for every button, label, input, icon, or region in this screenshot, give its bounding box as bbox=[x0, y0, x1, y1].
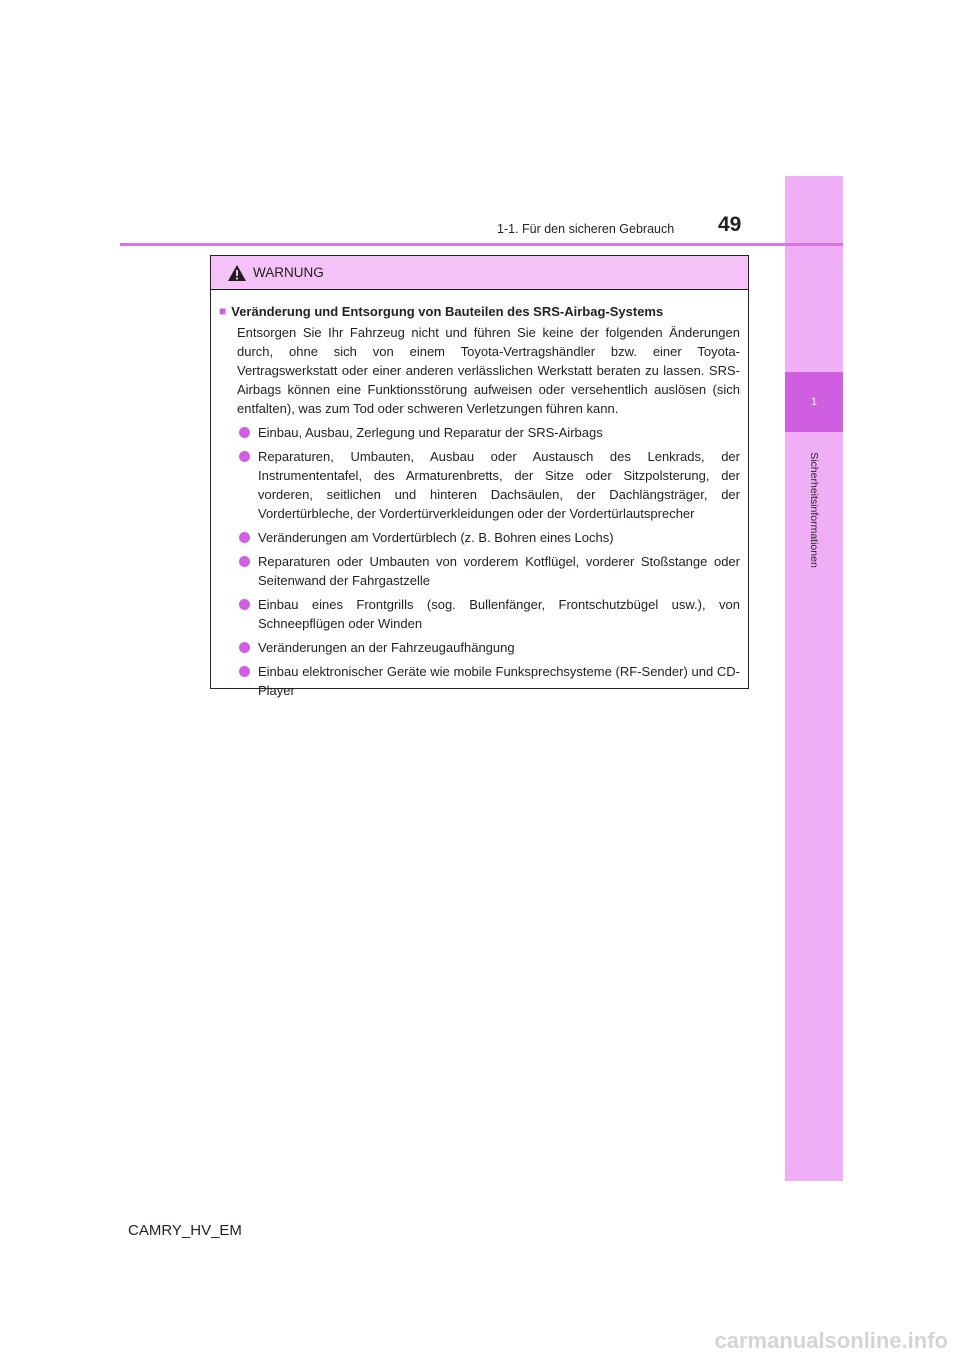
page-number: 49 bbox=[718, 213, 742, 236]
list-item: Einbau eines Frontgrills (sog. Bullenfänger, Frontschutzbügel usw.), von Schneepflügen oder Winden bbox=[219, 595, 740, 633]
square-bullet-icon: ■ bbox=[219, 304, 227, 318]
chapter-number: 1 bbox=[810, 396, 818, 408]
warning-body bbox=[211, 290, 748, 700]
warning-subhead-text: Veränderung und Entsorgung von Bauteilen des SRS-Airbag-Systems bbox=[231, 304, 664, 319]
manual-code: CAMRY_HV_EM bbox=[128, 1222, 242, 1239]
chapter-label: Sicherheitsinformationen bbox=[808, 452, 820, 568]
side-chapter-tab bbox=[785, 176, 843, 1181]
list-item: Einbau, Ausbau, Zerlegung und Reparatur der SRS-Airbags bbox=[219, 423, 740, 442]
list-item: Reparaturen oder Umbauten von vorderem Kotflügel, vorderer Stoßstange oder Seitenwand der Fahrgastzelle bbox=[219, 552, 740, 590]
section-title: 1-1. Für den sicheren Gebrauch bbox=[497, 222, 675, 236]
warning-header bbox=[211, 256, 748, 290]
list-item: Veränderungen an der Fahrzeugaufhängung bbox=[219, 638, 740, 657]
bullet-dot-icon bbox=[239, 532, 250, 543]
warning-list bbox=[219, 423, 740, 700]
warning-box bbox=[210, 255, 749, 698]
list-item: Einbau elektronischer Geräte wie mobile Funksprechsysteme (RF-Sender) und CD-Player bbox=[219, 662, 740, 700]
bullet-dot-icon bbox=[239, 666, 250, 677]
list-item: Veränderungen am Vordertürblech (z. B. Bohren eines Lochs) bbox=[219, 528, 740, 547]
header-divider bbox=[120, 243, 843, 246]
site-watermark[interactable]: carmanualsonline.info bbox=[714, 1328, 948, 1353]
bullet-dot-icon bbox=[239, 451, 250, 462]
bullet-dot-icon bbox=[239, 427, 250, 438]
warning-triangle-icon bbox=[227, 264, 247, 282]
bullet-dot-icon bbox=[239, 599, 250, 610]
warning-title: WARNUNG bbox=[253, 265, 324, 280]
bullet-dot-icon bbox=[239, 642, 250, 653]
warning-intro: Entsorgen Sie Ihr Fahrzeug nicht und führen Sie keine der folgenden Änderungen durch, ohne sich von einem Toyota-Vertragshändler bzw. einer Toyota-Vertragswerkstatt oder einer anderen verlässlichen Werkstatt beraten zu lassen. SRS-Airbags können eine Funktionsstörung aufweisen oder versehentlich auslösen (sich entfalten), was zum Tod oder schweren Verletzungen führen kann. bbox=[237, 325, 740, 416]
bullet-dot-icon bbox=[239, 556, 250, 567]
chapter-number-tab[interactable] bbox=[785, 372, 843, 432]
list-item: Reparaturen, Umbauten, Ausbau oder Austausch des Lenkrads, der Instrumententafel, des Armaturenbretts, der Sitze oder Sitzpolsterung, der vorderen, seitlichen und hinteren Dachsäulen, der Dachlängsträger, der Vordertürbleche, der Vordertürverkleidungen oder der Vordertürlautsprecher bbox=[219, 447, 740, 523]
warning-subhead bbox=[219, 302, 740, 321]
